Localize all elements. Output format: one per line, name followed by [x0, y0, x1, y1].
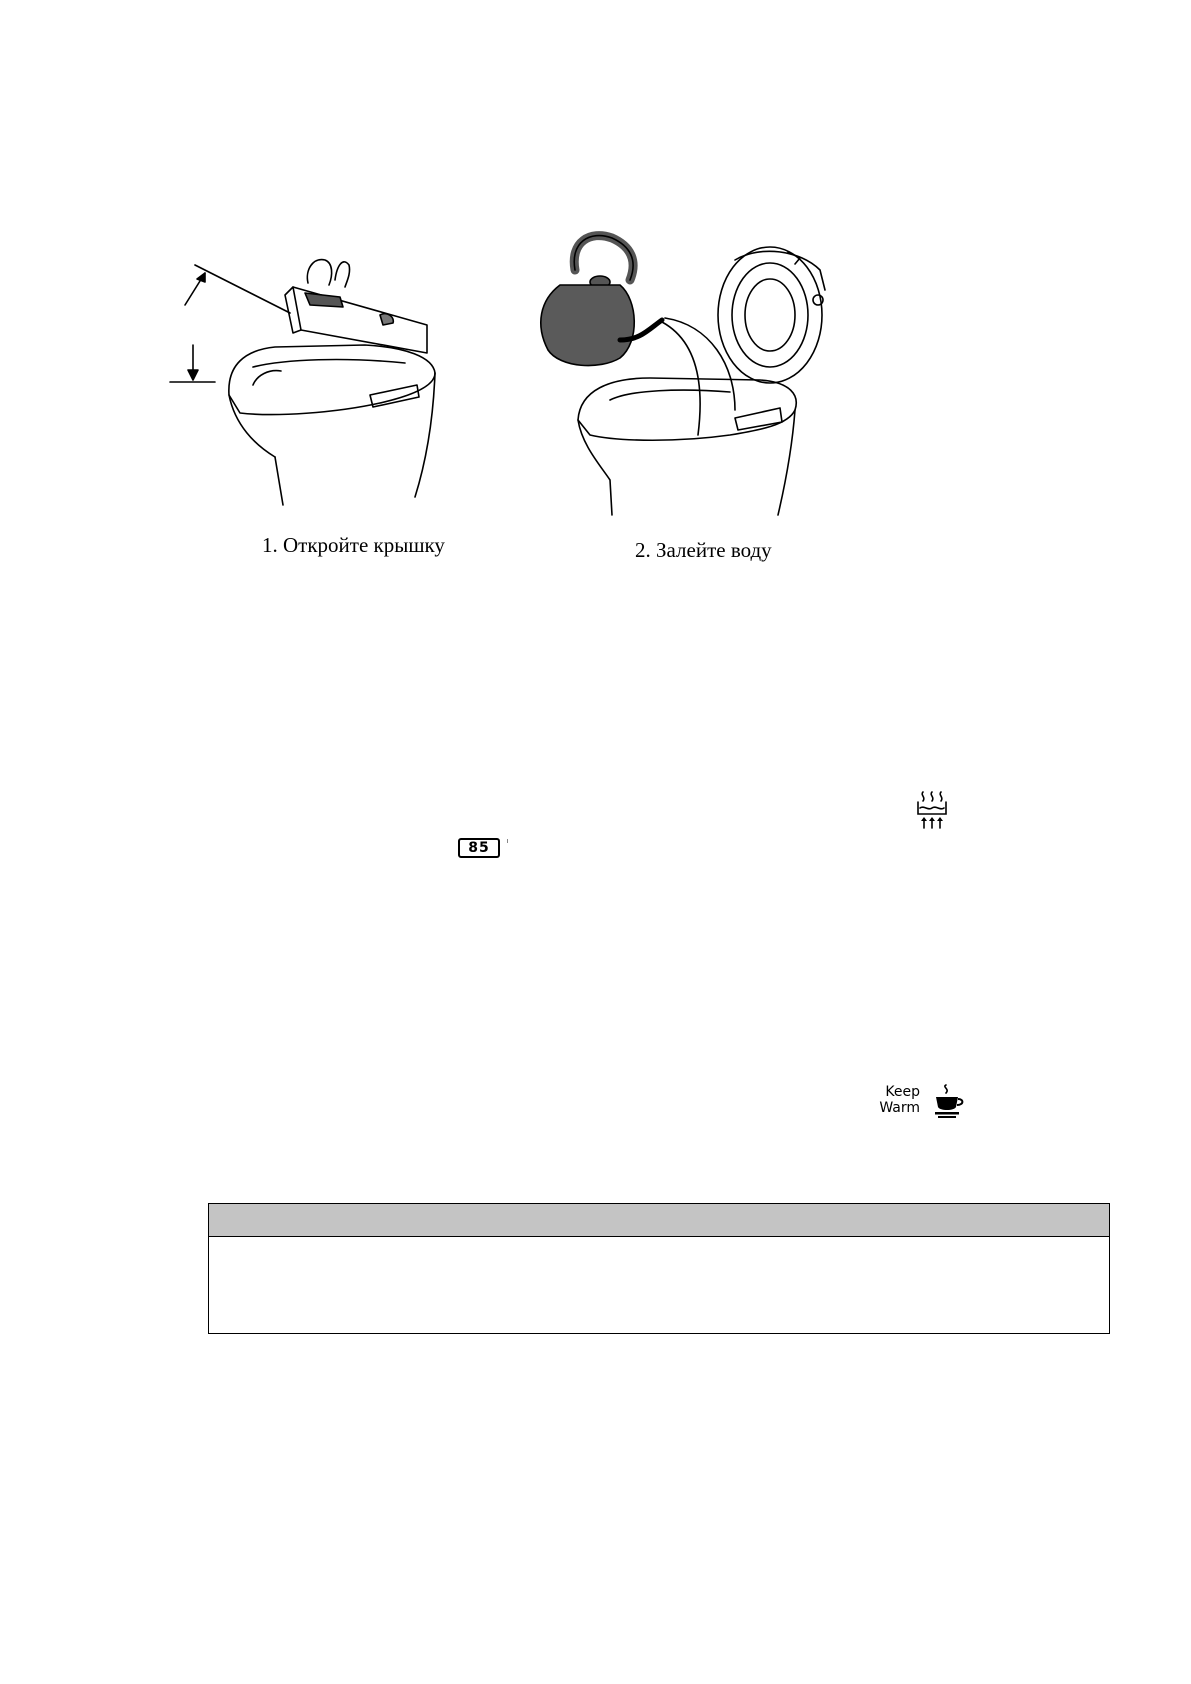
note-box-body [219, 1244, 1099, 1325]
step-2-caption: 2. Залейте воду [635, 538, 772, 562]
boil-icon [915, 790, 949, 830]
step-1-caption: 1. Откройте крышку [262, 533, 445, 557]
note-box-header [209, 1204, 1109, 1237]
open-lid-illustration [165, 235, 465, 515]
keep-warm-label [879, 1084, 920, 1116]
keep-warm-line-1: Keep [885, 1084, 920, 1100]
temperature-badge [458, 838, 502, 858]
note-box [208, 1203, 1110, 1334]
pour-water-illustration [530, 230, 860, 520]
keep-warm-line-2: Warm [879, 1100, 920, 1116]
cup-icon [932, 1083, 968, 1119]
badge-tick [507, 839, 508, 843]
temperature-value: 85 [468, 840, 490, 856]
keep-warm-indicator [868, 1083, 968, 1123]
